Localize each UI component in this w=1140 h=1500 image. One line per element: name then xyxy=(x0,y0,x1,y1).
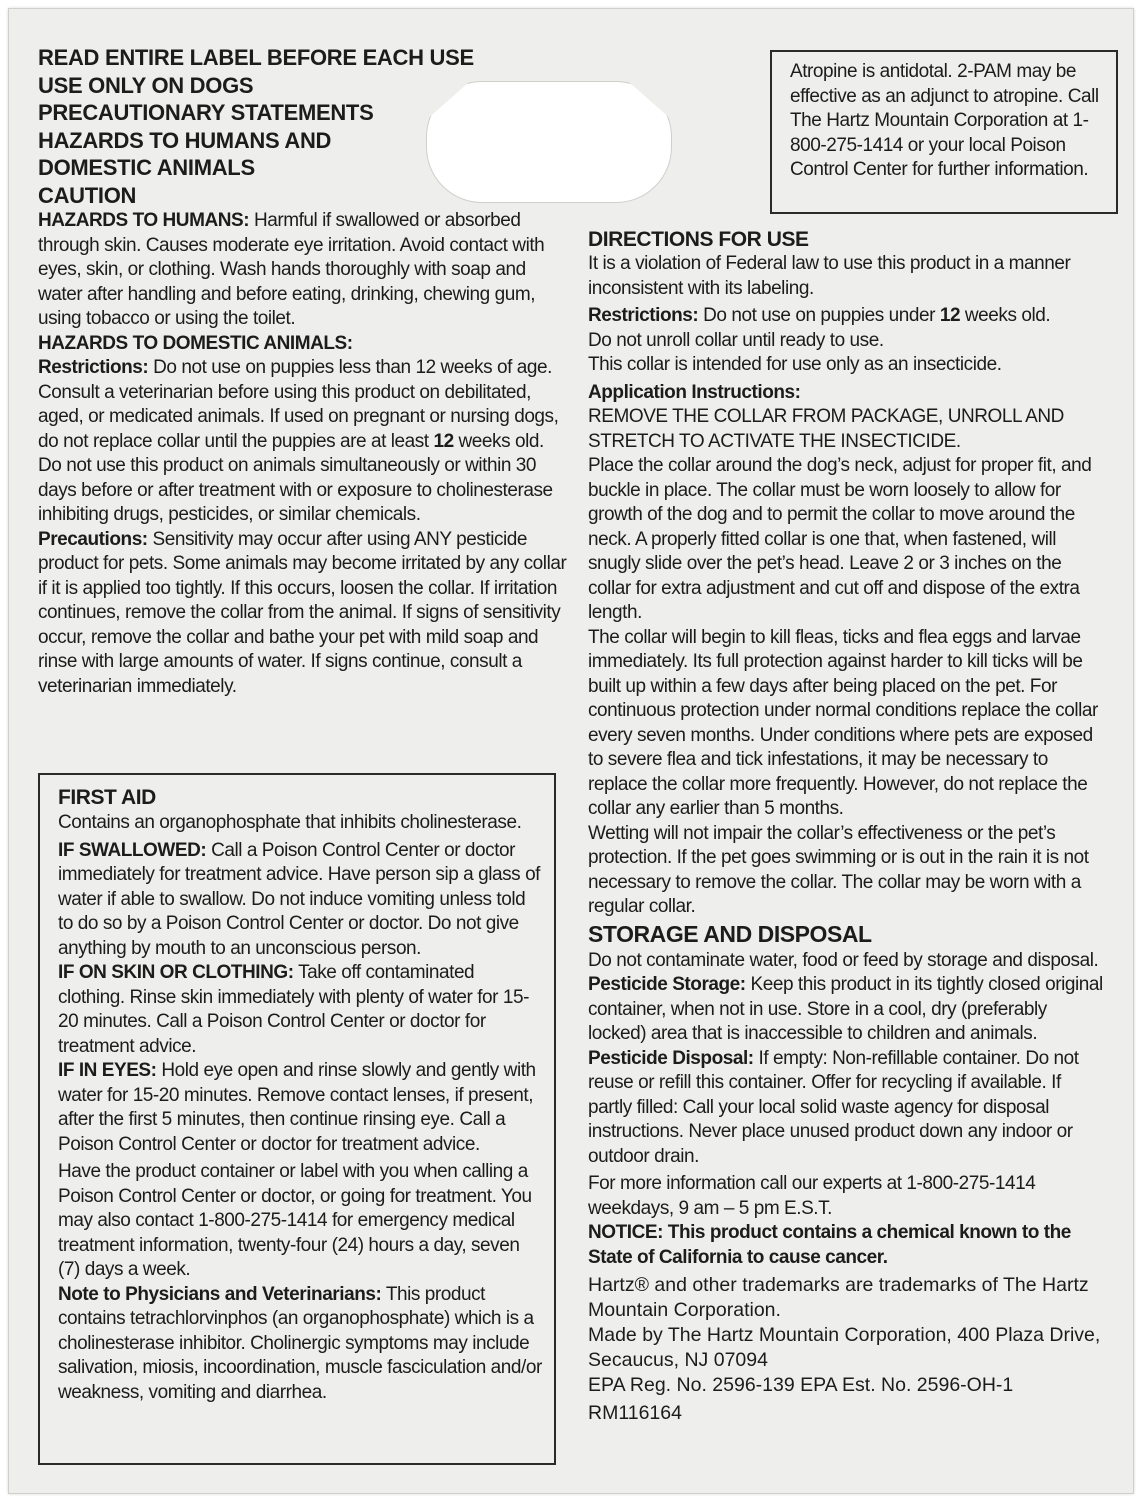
container-paragraph: Have the product container or label with you when calling a Poison Control Center or doctor, or going for treatment. You may also contact 1-800-275-1414 for emergency medical treatment information, twenty-four (24) hours a day, seven (7) days a week. xyxy=(58,1161,532,1280)
domestic-restrictions-tail: weeks old. xyxy=(453,430,544,452)
storage-intro: Do not contaminate water, food or feed by storage and disposal. xyxy=(588,949,1099,971)
if-swallowed-paragraph xyxy=(58,839,544,962)
if-on-skin-label: IF ON SKIN OR CLOTHING: xyxy=(58,962,294,983)
header-hazards-1: HAZARDS TO HUMANS AND xyxy=(38,127,332,153)
note-physicians-paragraph xyxy=(58,1283,544,1406)
place-collar-paragraph: Place the collar around the dog’s neck, adjust for proper fit, and buckle in place. The collar must be worn loosely to allow for growth of the dog and to permit the collar to move around the neck. A properly fitted collar is one that, when fastened, will snugly slide over the pet’s head. Leave 2 or 3 inches on the collar for extra adjustment and cut off and dispose of the extra length. xyxy=(588,455,1092,623)
antidote-box xyxy=(770,50,1118,214)
trademark-paragraph: Hartz® and other trademarks are trademarks of The Hartz Mountain Corporation. xyxy=(588,1274,1089,1321)
storage-paragraph xyxy=(588,949,1108,1170)
storage-disposal-title: STORAGE AND DISPOSAL xyxy=(588,920,872,947)
header-caution: CAUTION xyxy=(38,182,137,208)
federal-law-paragraph: It is a violation of Federal law to use this product in a manner inconsistent with its labeling. xyxy=(588,253,1071,299)
first-aid-box xyxy=(38,773,556,1465)
first-aid-title: FIRST AID xyxy=(58,786,156,809)
note-physicians-text: This product contains tetrachlorvinphos (an organophosphate) which is a cholinesterase inhibitor. Cholinergic symptoms may include salivation, miosis, incoordination, muscle fasciculation and/or weakness, vomiting and diarrhea. xyxy=(58,1283,542,1403)
hazards-domestic-title: HAZARDS TO DOMESTIC ANIMALS: xyxy=(38,332,353,354)
directions-section xyxy=(588,228,1108,1426)
directions-restrictions-text: Do not use on puppies under xyxy=(698,305,940,326)
california-notice: NOTICE: This product contains a chemical known to the State of California to cause cancer. xyxy=(588,1222,1071,1268)
if-in-eyes-label: IF IN EYES: xyxy=(58,1060,157,1081)
if-on-skin-text: Take off contaminated clothing. Rinse skin immediately with plenty of water for 15-20 minutes. Call a Poison Control Center or doctor for treatment advice. xyxy=(58,962,529,1057)
pesticide-storage-text: Keep this product in its tightly closed original container, when not in use. Store in a cool, dry (preferably locked) area that is inaccessible to children and animals. xyxy=(588,974,1103,1044)
first-aid-intro: Contains an organophosphate that inhibits cholinesterase. xyxy=(58,812,522,833)
if-on-skin-paragraph xyxy=(58,961,544,1059)
pesticide-disposal-text: If empty: Non-refillable container. Do not reuse or refill this container. Offer for recycling if available. If partly filled: Call your local solid waste agency for disposal instructions. Never place unused product down any indoor or outdoor drain. xyxy=(588,1047,1079,1167)
if-swallowed-text: Call a Poison Control Center or doctor immediately for treatment advice. Have person sip a glass of water if able to swallow. Do not induce vomiting unless told to do so by a Poison Control Center or doctor. Do not give anything by mouth to an unconscious person. xyxy=(58,839,541,959)
header-precautionary: PRECAUTIONARY STATEMENTS xyxy=(38,100,374,125)
more-info-paragraph: For more information call our experts at 1-800-275-1414 weekdays, 9 am – 5 pm E.S.T. xyxy=(588,1173,1036,1219)
unroll-line: Do not unroll collar until ready to use. xyxy=(588,329,884,351)
hazards-humans-paragraph xyxy=(38,209,568,332)
made-by-paragraph: Made by The Hartz Mountain Corporation, 400 Plaza Drive, Secaucus, NJ 07094 xyxy=(588,1324,1101,1371)
precautions-label: Precautions: xyxy=(38,528,148,550)
pesticide-storage-label: Pesticide Storage: xyxy=(588,974,746,995)
domestic-restrictions-text: Do not use on puppies less than 12 weeks of age. Consult a veterinarian before using this product on debilitated, aged, or medicated animals. If used on pregnant or nursing dogs, do not replace collar until the puppies are at least xyxy=(38,357,559,452)
insecticide-line: This collar is intended for use only as an insecticide. xyxy=(588,354,1002,375)
note-physicians-label: Note to Physicians and Veterinarians: xyxy=(58,1283,382,1305)
domestic-restrictions-label: Restrictions: xyxy=(38,357,149,378)
hazards-humans-label: HAZARDS TO HUMANS: xyxy=(38,210,250,231)
epa-registration: EPA Reg. No. 2596-139 EPA Est. No. 2596-OH-1 xyxy=(588,1374,1014,1396)
hazards-humans-text: Harmful if swallowed or absorbed through skin. Causes moderate eye irritation. Avoid contact with eyes, skin, or clothing. Wash hands thoroughly with soap and water after handling and before eating, drinking, chewing gum, using tobacco or using the toilet. xyxy=(38,210,545,329)
precautions-paragraph xyxy=(38,528,568,700)
directions-title: DIRECTIONS FOR USE xyxy=(588,228,809,251)
domestic-restrictions-weeks: 12 xyxy=(433,430,454,452)
directions-restrictions-tail: weeks old. xyxy=(960,305,1051,326)
kill-fleas-paragraph: The collar will begin to kill fleas, ticks and flea eggs and larvae immediately. Its full protection against harder to kill ticks will be built up within a few days after being placed on the pet. For continuous protection under normal conditions replace the collar every seven months. Under conditions where pets are exposed to severe flea and tick infestations, it may be necessary to replace the collar more frequently. However, do not replace the collar any earlier than 5 months. xyxy=(588,626,1098,819)
antidote-text: Atropine is antidotal. 2-PAM may be effective as an adjunct to atropine. Call The Hartz Mountain Corporation at 1-800-275-1414 or your local Poison Control Center for further information. xyxy=(790,61,1099,180)
product-code: RM116164 xyxy=(588,1402,682,1424)
domestic-restrictions-paragraph xyxy=(38,356,568,454)
application-instructions-title: Application Instructions: xyxy=(588,381,801,403)
precautions-text: Sensitivity may occur after using ANY pesticide product for pets. Some animals may become irritated by any collar if it is applied too tightly. If this occurs, loosen the collar. If irritation continues, remove the collar from the animal. If signs of sensitivity occur, remove the collar and bathe your pet with mild soap and rinse with large amounts of water. If signs continue, consult a veterinarian immediately. xyxy=(38,528,567,697)
header-hazards-2: DOMESTIC ANIMALS xyxy=(38,155,255,180)
if-in-eyes-text: Hold eye open and rinse slowly and gently with water for 15-20 minutes. Remove contact lenses, if present, after the first 5 minutes, then continue rinsing eye. Call a Poison Control Center or doctor for treatment advice. xyxy=(58,1060,536,1155)
pesticide-disposal-label: Pesticide Disposal: xyxy=(588,1047,754,1069)
precautionary-section xyxy=(38,44,568,699)
simultaneous-paragraph: Do not use this product on animals simultaneously or within 30 days before or after treatment with or exposure to cholinesterase inhibiting drugs, pesticides, or similar chemicals. xyxy=(38,455,553,525)
if-swallowed-label: IF SWALLOWED: xyxy=(58,839,207,861)
header-use-only: USE ONLY ON DOGS xyxy=(38,72,254,98)
directions-restrictions-label: Restrictions: xyxy=(588,305,699,326)
wetting-paragraph: Wetting will not impair the collar’s effectiveness or the pet’s protection. If the pet goes swimming or is out in the rain it is not necessary to remove the collar. The collar may be worn with a regular collar. xyxy=(588,822,1089,917)
directions-restrictions-paragraph xyxy=(588,304,1108,329)
if-in-eyes-paragraph xyxy=(58,1059,544,1157)
header-read-label: READ ENTIRE LABEL BEFORE EACH USE xyxy=(38,45,474,70)
remove-collar-caps: REMOVE THE COLLAR FROM PACKAGE, UNROLL AND STRETCH TO ACTIVATE THE INSECTICIDE. xyxy=(588,406,1064,452)
directions-restrictions-weeks: 12 xyxy=(939,305,961,326)
